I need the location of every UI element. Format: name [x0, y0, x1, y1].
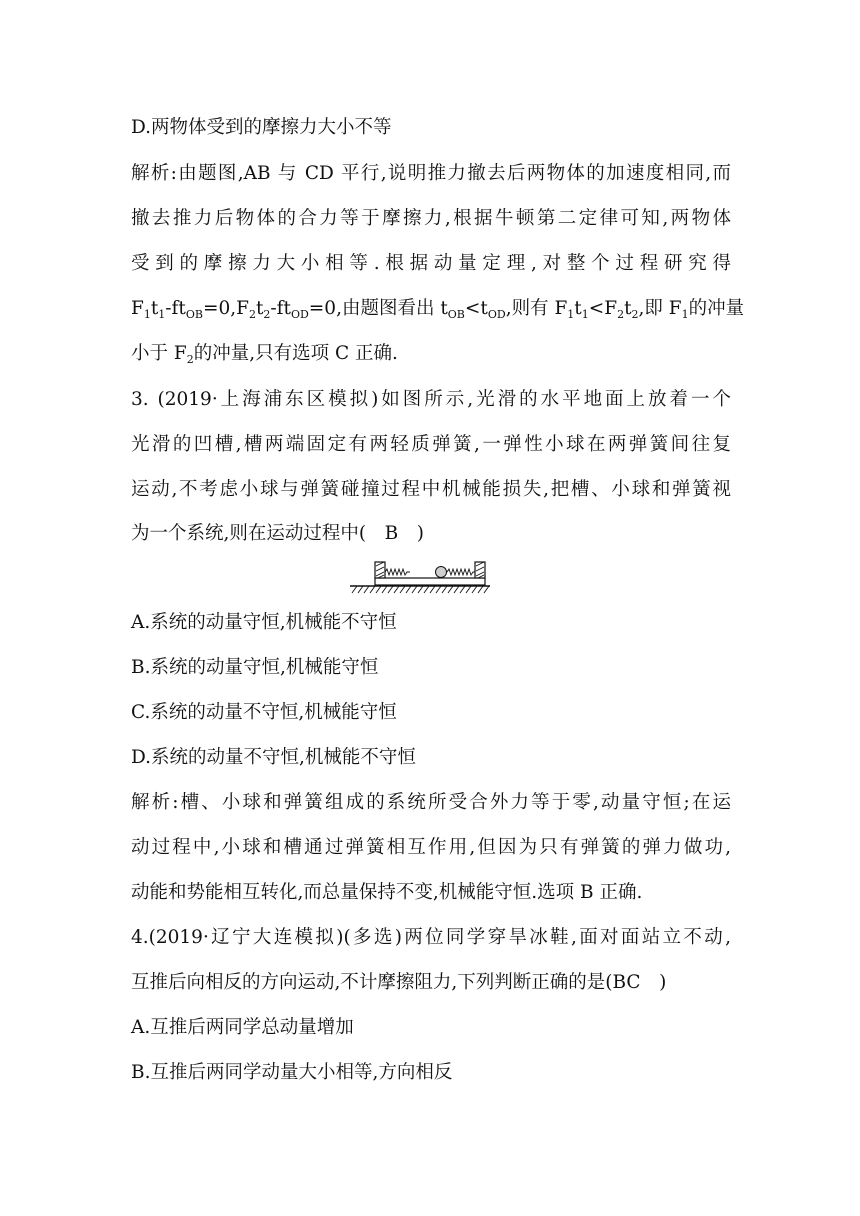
q3-option-b: B.系统的动量守恒,机械能守恒 [131, 657, 379, 678]
q3-option-a: A.系统的动量守恒,机械能不守恒 [131, 612, 397, 633]
q3-analysis-line-2: 动过程中,小球和槽通过弹簧相互作用,但因为只有弹簧的弹力做功, [131, 837, 731, 858]
analysis-line-2: 撤去推力后物体的合力等于摩擦力,根据牛顿第二定律可知,两物体 [131, 208, 731, 229]
formula-line: $F_1t_1-ft_{OB}=0,F_2t_2-ft_{OD}=0$,由题图看出 $t_{OB}<t_{OD}$,则有 $F_1t_1<F_2t_2$,即 $F_1$的冲量 [131, 298, 745, 321]
groove-spring-ball-diagram [350, 560, 490, 594]
question-3-line-1: 3. (2019·上海浦东区模拟)如图所示,光滑的水平地面上放着一个 [131, 389, 731, 410]
question-4-line-1: 4.(2019·辽宁大连模拟)(多选)两位同学穿旱冰鞋,面对面站立不动, [131, 927, 731, 948]
option-d-prev: D.两物体受到的摩擦力大小不等 [131, 117, 392, 138]
question-3-line-4: 为一个系统,则在运动过程中( B ) [131, 523, 424, 544]
analysis-line-1: 解析:由题图,AB 与 CD 平行,说明推力撤去后两物体的加速度相同,而 [131, 163, 731, 184]
q3-option-d: D.系统的动量不守恒,机械能不守恒 [131, 747, 416, 768]
analysis-line-3: 受到的摩擦力大小相等.根据动量定理,对整个过程研究得 [131, 253, 731, 274]
analysis-conclusion: 小于 $F_2$的冲量,只有选项 C 正确. [131, 343, 398, 366]
question-4-line-2: 互推后向相反的方向运动,不计摩擦阻力,下列判断正确的是(BC ) [131, 972, 667, 993]
q4-option-b: B.互推后两同学动量大小相等,方向相反 [131, 1062, 453, 1083]
q4-option-a: A.互推后两同学总动量增加 [131, 1017, 354, 1038]
question-3-line-2: 光滑的凹槽,槽两端固定有两轻质弹簧,一弹性小球在两弹簧间往复 [131, 434, 731, 455]
q3-analysis-line-3: 动能和势能相互转化,而总量保持不变,机械能守恒.选项 B 正确. [131, 882, 643, 903]
q3-analysis-line-1: 解析:槽、小球和弹簧组成的系统所受合外力等于零,动量守恒;在运 [131, 792, 731, 813]
q3-option-c: C.系统的动量不守恒,机械能守恒 [131, 702, 397, 723]
question-3-line-3: 运动,不考虑小球与弹簧碰撞过程中机械能损失,把槽、小球和弹簧视 [131, 479, 731, 500]
